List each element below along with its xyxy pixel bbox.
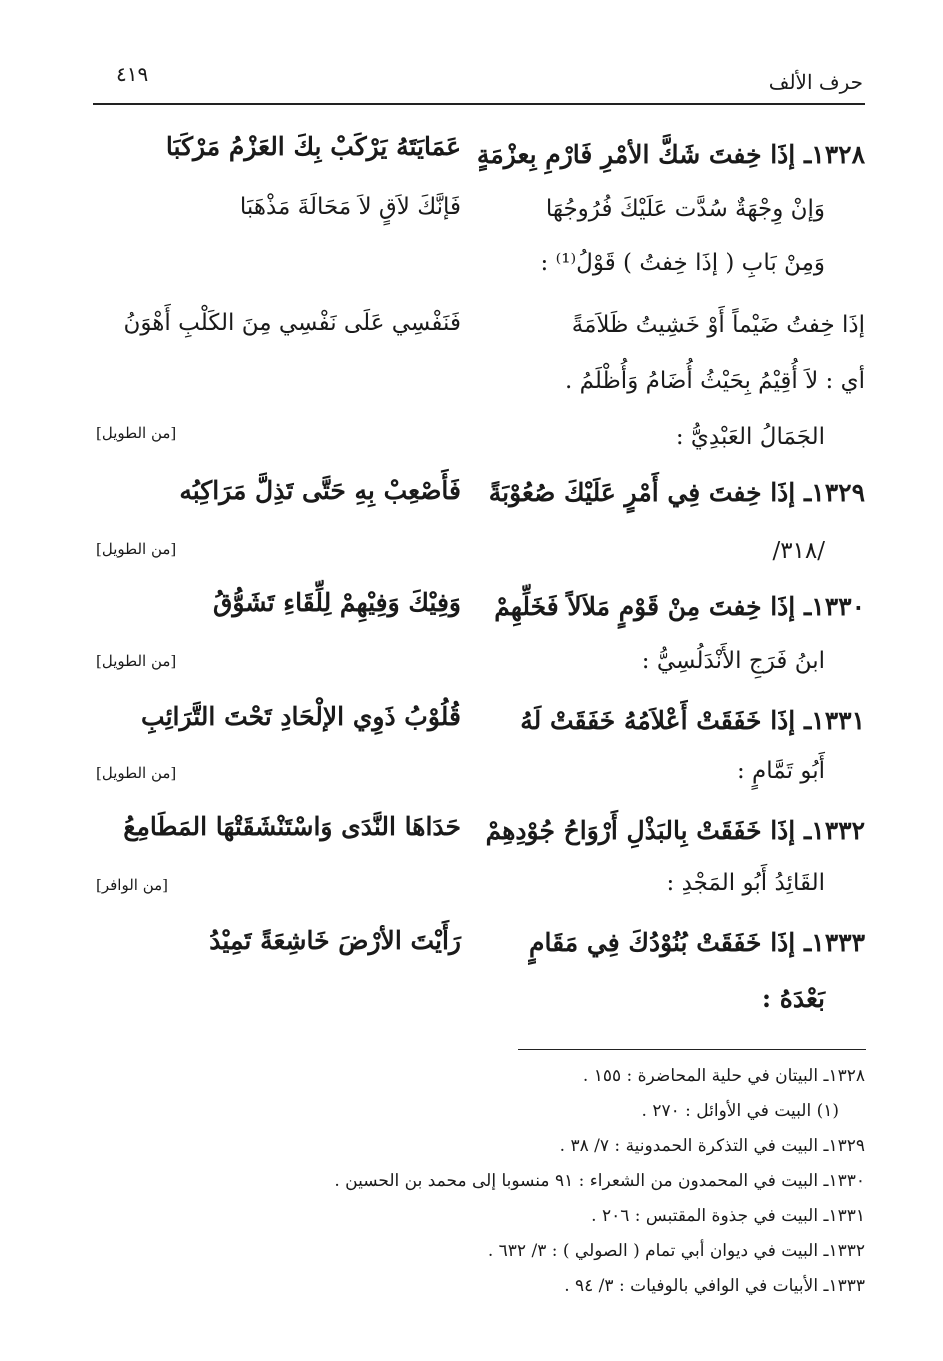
verse-first-hemistich: وَإنْ وِجْهَةٌ سُدَّت عَلَيْكَ فُرُوجُهَا [545, 196, 825, 222]
chapter-title: حرف الألف [768, 70, 863, 94]
footnote: ١٣٢٩ـ البيت في التذكرة الحمدونية : ٧/ ٣٨ . [559, 1136, 865, 1156]
verse-first-hemistich: ١٣٣٢ـ إذَا خَفَقَتْ بِالبَذْلِ أَرْوَاحُ جُوْدِهِمْ [485, 816, 865, 845]
meter-label: [من الطويل] [96, 764, 177, 782]
verse-second-hemistich: قُلُوْبُ ذَوِي الإلْحَادِ تَحْتَ التَّرَائِبِ [141, 702, 461, 731]
verse-first-hemistich: ١٣٢٩ـ إذَا خِفتَ فِي أَمْرٍ عَلَيْكَ صُعُوْبَةً [488, 478, 865, 507]
footnote: ١٣٣١ـ البيت في جذوة المقتبس : ٢٠٦ . [591, 1206, 865, 1226]
verse-first-hemistich: إذَا خِفتُ ضَيْماً أَوْ خَشِيتُ ظَلاَمَةً [571, 312, 865, 338]
verse-first-hemistich: ١٣٣٠ـ إذَا خِفتَ مِنْ قَوْمٍ مَلاَلاً فَخَلِّهِمْ [494, 592, 865, 621]
poet-name: ابنُ فَرَجِ الأَنْدَلُسِيُّ : [641, 648, 825, 674]
verse-second-hemistich: عَمَايَتَهُ يَرْكَبْ بِكَ العَزْمُ مَرْكَبَا [165, 132, 461, 161]
verse-second-hemistich: فَإنَّكَ لاَقٍ لاَ مَحَالَةَ مَذْهَبَا [239, 194, 461, 220]
header-rule [93, 103, 865, 105]
footnote: ١٣٣٠ـ البيت في المحمدون من الشعراء : ٩١ منسوبا إلى محمد بن الحسين . [334, 1171, 865, 1191]
prose-line: بَعْدَهُ : [761, 984, 825, 1013]
verse-first-hemistich: ١٣٣٣ـ إذَا خَفَقَتْ بُنُوْدُكَ فِي مَقَامٍ [529, 928, 865, 957]
verse-second-hemistich: فَأَصْعِبْ بِهِ حَتَّى تَذِلَّ مَرَاكِبُه [179, 476, 461, 505]
verse-second-hemistich: حَدَاهَا النَّدَى وَاسْتَنْشَقَتْهَا المَطَامِعُ [123, 812, 461, 841]
poet-name: الجَمَالُ العَبْدِيُّ : [675, 424, 825, 450]
meter-label: [من الطويل] [96, 424, 177, 442]
verse-second-hemistich: رَأَيْتَ الأرْضَ خَاشِعَةً تَمِيْدُ [209, 926, 461, 955]
page-reference: /٣١٨/ [772, 538, 825, 564]
meter-label: [من الطويل] [96, 540, 177, 558]
footnote: ١٣٣٢ـ البيت في ديوان أبي تمام ( الصولي ) : ٣/ ٦٣٢ . [487, 1241, 865, 1261]
page-number: ٤١٩ [116, 62, 149, 86]
poet-name: أَبُو تَمَّامٍ : [737, 758, 825, 784]
verse-first-hemistich: ١٣٢٨ـ إذَا خِفتَ شَكَّ الأمْرِ فَارْمِ بِعزْمَةٍ [476, 140, 865, 169]
meter-label: [من الطويل] [96, 652, 177, 670]
prose-line: أي : لاَ أُقِيْمُ بِحَيْثُ أُضَامُ وَأُظْلَمُ . [564, 368, 865, 394]
meter-label: [من الوافر] [96, 876, 169, 894]
footnote: ١٣٢٨ـ البيتان في حلية المحاضرة : ١٥٥ . [582, 1066, 865, 1086]
footnote: ١٣٣٣ـ الأبيات في الوافي بالوفيات : ٣/ ٩٤ . [564, 1276, 865, 1296]
footnote-rule [518, 1049, 866, 1050]
verse-first-hemistich: ١٣٣١ـ إذَا خَفَقَتْ أَعْلاَمُهُ خَفَقَتْ لَهُ [520, 706, 865, 735]
verse-second-hemistich: فَنَفْسِي عَلَى نَفْسِي مِنَ الكَلْبِ أَهْوَنُ [123, 310, 461, 336]
prose-line: وَمِنْ بَابِ ( إذَا خِفتُ ) قَوْلُ⁽¹⁾ : [540, 250, 825, 276]
footnote: (١) البيت في الأوائل : ٢٧٠ . [641, 1101, 839, 1121]
poet-name: القَائِدُ أَبُو المَجْدِ : [666, 870, 825, 896]
verse-second-hemistich: وَفِيْكَ وَفِيْهِمْ لِلِّقَاءِ تَشَوُّقُ [213, 588, 461, 617]
